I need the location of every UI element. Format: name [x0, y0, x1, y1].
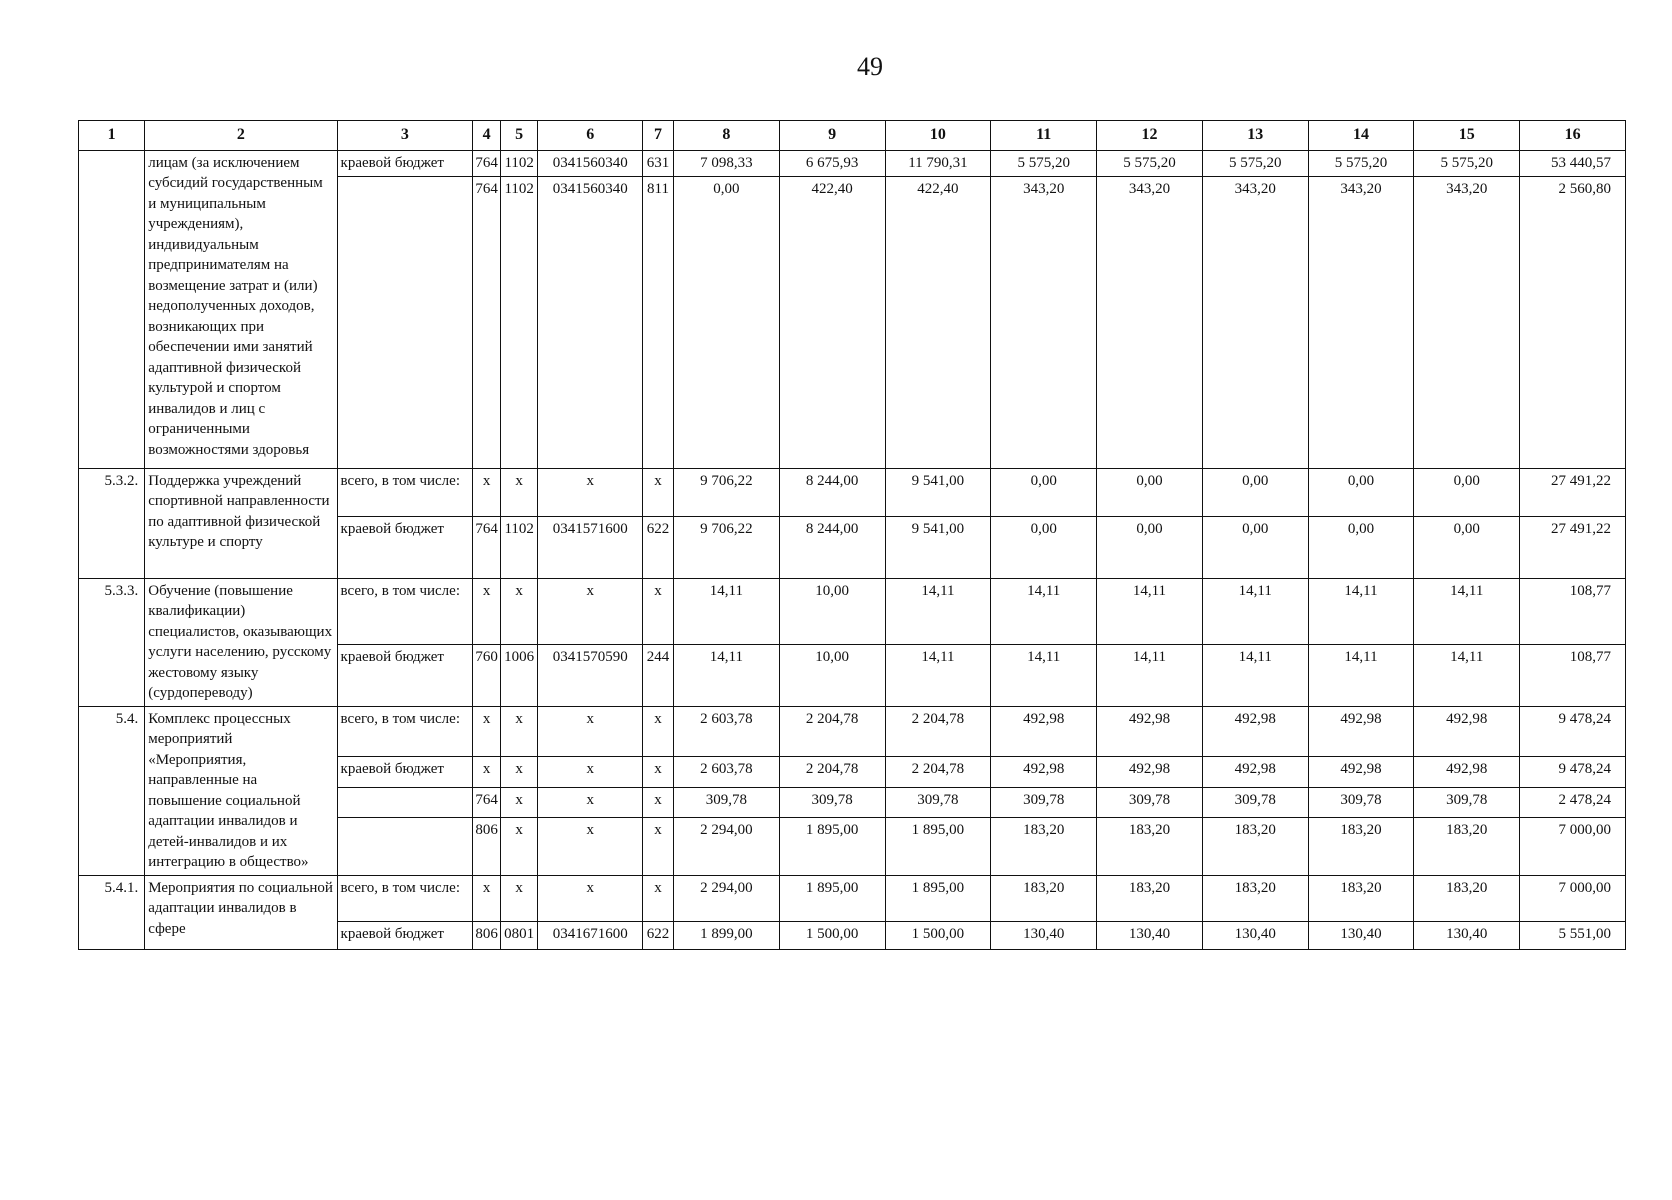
value-cell: 10,00: [779, 578, 885, 644]
value-cell: 130,40: [1308, 921, 1414, 949]
value-cell: 130,40: [991, 921, 1097, 949]
value-cell: 0,00: [991, 516, 1097, 578]
code-cell: х: [500, 787, 537, 818]
value-cell: 2 294,00: [674, 875, 780, 921]
value-cell: 27 491,22: [1520, 516, 1626, 578]
value-cell: 492,98: [991, 756, 1097, 787]
code-cell: х: [500, 468, 537, 516]
value-cell: 183,20: [991, 875, 1097, 921]
code-cell: 0341570590: [538, 644, 643, 706]
value-cell: 2 478,24: [1520, 787, 1626, 818]
column-header: 15: [1414, 121, 1520, 151]
page-number: 49: [857, 52, 883, 81]
value-cell: 343,20: [1414, 176, 1520, 468]
funding-source: [337, 818, 473, 875]
column-header: 2: [145, 121, 337, 151]
value-cell: 5 575,20: [991, 150, 1097, 176]
value-cell: 183,20: [1097, 818, 1203, 875]
value-cell: 183,20: [1414, 875, 1520, 921]
value-cell: 183,20: [1414, 818, 1520, 875]
code-cell: х: [538, 875, 643, 921]
value-cell: 9 706,22: [674, 468, 780, 516]
value-cell: 2 204,78: [779, 706, 885, 756]
funding-source: краевой бюджет: [337, 644, 473, 706]
value-cell: 183,20: [1308, 875, 1414, 921]
column-header: 8: [674, 121, 780, 151]
code-cell: х: [538, 578, 643, 644]
value-cell: 14,11: [991, 578, 1097, 644]
value-cell: 14,11: [885, 644, 991, 706]
code-cell: х: [473, 578, 501, 644]
column-header: 4: [473, 121, 501, 151]
value-cell: 492,98: [1414, 756, 1520, 787]
funding-source: всего, в том числе:: [337, 706, 473, 756]
code-cell: 1102: [500, 176, 537, 468]
code-cell: х: [538, 787, 643, 818]
header-row: [79, 121, 1626, 151]
value-cell: 0,00: [1202, 468, 1308, 516]
value-cell: 309,78: [1414, 787, 1520, 818]
value-cell: 1 895,00: [779, 875, 885, 921]
value-cell: 183,20: [1097, 875, 1203, 921]
value-cell: 492,98: [1202, 706, 1308, 756]
table-row: [79, 150, 1626, 176]
row-number: 5.3.2.: [79, 468, 145, 578]
value-cell: 492,98: [1097, 706, 1203, 756]
value-cell: 309,78: [885, 787, 991, 818]
funding-source: [337, 787, 473, 818]
value-cell: 5 575,20: [1097, 150, 1203, 176]
funding-source: всего, в том числе:: [337, 875, 473, 921]
row-number: 5.4.1.: [79, 875, 145, 949]
activity-name: Обучение (повышение квалификации) специалистов, оказывающих услуги населению, русскому жестовому языку (сурдопереводу): [145, 578, 337, 706]
value-cell: 14,11: [674, 644, 780, 706]
value-cell: 0,00: [991, 468, 1097, 516]
code-cell: х: [473, 875, 501, 921]
value-cell: 0,00: [1097, 516, 1203, 578]
value-cell: 309,78: [1202, 787, 1308, 818]
value-cell: 9 478,24: [1520, 756, 1626, 787]
value-cell: 309,78: [779, 787, 885, 818]
value-cell: 309,78: [674, 787, 780, 818]
value-cell: 14,11: [1414, 644, 1520, 706]
code-cell: х: [473, 468, 501, 516]
code-cell: х: [538, 818, 643, 875]
column-header: 5: [500, 121, 537, 151]
code-cell: х: [500, 706, 537, 756]
value-cell: 14,11: [1097, 578, 1203, 644]
value-cell: 130,40: [1202, 921, 1308, 949]
value-cell: 14,11: [885, 578, 991, 644]
funding-source: краевой бюджет: [337, 516, 473, 578]
code-cell: 244: [643, 644, 674, 706]
column-header: 3: [337, 121, 473, 151]
code-cell: 764: [473, 787, 501, 818]
code-cell: 1006: [500, 644, 537, 706]
code-cell: 0341560340: [538, 176, 643, 468]
code-cell: 631: [643, 150, 674, 176]
value-cell: 492,98: [991, 706, 1097, 756]
value-cell: 492,98: [1308, 756, 1414, 787]
value-cell: 309,78: [991, 787, 1097, 818]
code-cell: х: [538, 756, 643, 787]
code-cell: х: [538, 468, 643, 516]
code-cell: 622: [643, 921, 674, 949]
funding-source: краевой бюджет: [337, 756, 473, 787]
value-cell: 14,11: [1414, 578, 1520, 644]
activity-name: Мероприятия по социальной адаптации инвалидов в сфере: [145, 875, 337, 949]
value-cell: 343,20: [1308, 176, 1414, 468]
value-cell: 14,11: [1308, 644, 1414, 706]
code-cell: 0341571600: [538, 516, 643, 578]
value-cell: 0,00: [1097, 468, 1203, 516]
code-cell: 0801: [500, 921, 537, 949]
value-cell: 422,40: [885, 176, 991, 468]
code-cell: 0341560340: [538, 150, 643, 176]
value-cell: 2 204,78: [885, 756, 991, 787]
value-cell: 27 491,22: [1520, 468, 1626, 516]
column-header: 6: [538, 121, 643, 151]
code-cell: 1102: [500, 516, 537, 578]
value-cell: 11 790,31: [885, 150, 991, 176]
table-row: [79, 468, 1626, 516]
value-cell: 2 204,78: [779, 756, 885, 787]
table-body: [79, 150, 1626, 949]
value-cell: 309,78: [1097, 787, 1203, 818]
value-cell: 130,40: [1097, 921, 1203, 949]
value-cell: 5 575,20: [1308, 150, 1414, 176]
table-row: [79, 706, 1626, 756]
activity-name: лицам (за исключением субсидий государственным и муниципальным учреждениям), индивидуальным предпринимателям на возмещение затрат и (или) недополученных доходов, возникающих при обеспечении ими занятий адаптивной физической культурой и спортом инвалидов и лиц с ограниченными возможностями здоровья: [145, 150, 337, 468]
budget-table: [78, 120, 1626, 950]
value-cell: 9 541,00: [885, 516, 991, 578]
value-cell: 2 294,00: [674, 818, 780, 875]
table-row: [79, 875, 1626, 921]
value-cell: 183,20: [991, 818, 1097, 875]
value-cell: 1 500,00: [885, 921, 991, 949]
funding-source: [337, 176, 473, 468]
code-cell: х: [643, 756, 674, 787]
column-header: 7: [643, 121, 674, 151]
code-cell: х: [643, 706, 674, 756]
code-cell: 811: [643, 176, 674, 468]
code-cell: х: [643, 818, 674, 875]
value-cell: 7 000,00: [1520, 818, 1626, 875]
value-cell: 183,20: [1202, 875, 1308, 921]
value-cell: 0,00: [1308, 468, 1414, 516]
value-cell: 14,11: [1202, 578, 1308, 644]
value-cell: 14,11: [1308, 578, 1414, 644]
value-cell: 1 895,00: [885, 818, 991, 875]
column-header: 1: [79, 121, 145, 151]
code-cell: 0341671600: [538, 921, 643, 949]
value-cell: 5 551,00: [1520, 921, 1626, 949]
column-header: 11: [991, 121, 1097, 151]
code-cell: х: [500, 875, 537, 921]
value-cell: 0,00: [1414, 516, 1520, 578]
column-header: 12: [1097, 121, 1203, 151]
value-cell: 492,98: [1308, 706, 1414, 756]
table-row: [79, 578, 1626, 644]
value-cell: 14,11: [991, 644, 1097, 706]
column-header: 14: [1308, 121, 1414, 151]
value-cell: 343,20: [1097, 176, 1203, 468]
activity-name: Поддержка учреждений спортивной направленности по адаптивной физической культуре и спорту: [145, 468, 337, 578]
value-cell: 1 500,00: [779, 921, 885, 949]
activity-name: Комплекс процессных мероприятий «Мероприятия, направленные на повышение социальной адаптации инвалидов и детей-инвалидов и их интеграцию в общество»: [145, 706, 337, 875]
value-cell: 492,98: [1202, 756, 1308, 787]
funding-source: всего, в том числе:: [337, 578, 473, 644]
value-cell: 1 895,00: [779, 818, 885, 875]
value-cell: 8 244,00: [779, 468, 885, 516]
value-cell: 183,20: [1202, 818, 1308, 875]
value-cell: 53 440,57: [1520, 150, 1626, 176]
code-cell: 764: [473, 176, 501, 468]
funding-source: всего, в том числе:: [337, 468, 473, 516]
code-cell: х: [643, 578, 674, 644]
value-cell: 5 575,20: [1414, 150, 1520, 176]
code-cell: 622: [643, 516, 674, 578]
row-number: 5.4.: [79, 706, 145, 875]
value-cell: 8 244,00: [779, 516, 885, 578]
value-cell: 309,78: [1308, 787, 1414, 818]
value-cell: 0,00: [1308, 516, 1414, 578]
value-cell: 14,11: [1097, 644, 1203, 706]
value-cell: 10,00: [779, 644, 885, 706]
code-cell: х: [500, 818, 537, 875]
value-cell: 1 895,00: [885, 875, 991, 921]
value-cell: 422,40: [779, 176, 885, 468]
value-cell: 108,77: [1520, 644, 1626, 706]
value-cell: 7 098,33: [674, 150, 780, 176]
value-cell: 5 575,20: [1202, 150, 1308, 176]
value-cell: 0,00: [1202, 516, 1308, 578]
code-cell: х: [538, 706, 643, 756]
code-cell: 806: [473, 818, 501, 875]
value-cell: 14,11: [674, 578, 780, 644]
column-header: 9: [779, 121, 885, 151]
value-cell: 2 603,78: [674, 756, 780, 787]
value-cell: 492,98: [1414, 706, 1520, 756]
code-cell: х: [473, 756, 501, 787]
value-cell: 0,00: [674, 176, 780, 468]
value-cell: 2 204,78: [885, 706, 991, 756]
code-cell: х: [473, 706, 501, 756]
value-cell: 7 000,00: [1520, 875, 1626, 921]
funding-source: краевой бюджет: [337, 150, 473, 176]
code-cell: 760: [473, 644, 501, 706]
value-cell: 0,00: [1414, 468, 1520, 516]
value-cell: 2 560,80: [1520, 176, 1626, 468]
code-cell: 764: [473, 516, 501, 578]
value-cell: 9 706,22: [674, 516, 780, 578]
value-cell: 492,98: [1097, 756, 1203, 787]
code-cell: х: [643, 787, 674, 818]
code-cell: х: [643, 468, 674, 516]
value-cell: 108,77: [1520, 578, 1626, 644]
row-number: [79, 150, 145, 468]
code-cell: х: [500, 578, 537, 644]
column-header: 10: [885, 121, 991, 151]
value-cell: 1 899,00: [674, 921, 780, 949]
value-cell: 343,20: [1202, 176, 1308, 468]
column-header: 16: [1520, 121, 1626, 151]
code-cell: х: [500, 756, 537, 787]
code-cell: 764: [473, 150, 501, 176]
value-cell: 14,11: [1202, 644, 1308, 706]
column-header: 13: [1202, 121, 1308, 151]
value-cell: 6 675,93: [779, 150, 885, 176]
code-cell: х: [643, 875, 674, 921]
code-cell: 1102: [500, 150, 537, 176]
value-cell: 9 478,24: [1520, 706, 1626, 756]
value-cell: 9 541,00: [885, 468, 991, 516]
value-cell: 130,40: [1414, 921, 1520, 949]
value-cell: 343,20: [991, 176, 1097, 468]
value-cell: 183,20: [1308, 818, 1414, 875]
code-cell: 806: [473, 921, 501, 949]
funding-source: краевой бюджет: [337, 921, 473, 949]
row-number: 5.3.3.: [79, 578, 145, 706]
value-cell: 2 603,78: [674, 706, 780, 756]
